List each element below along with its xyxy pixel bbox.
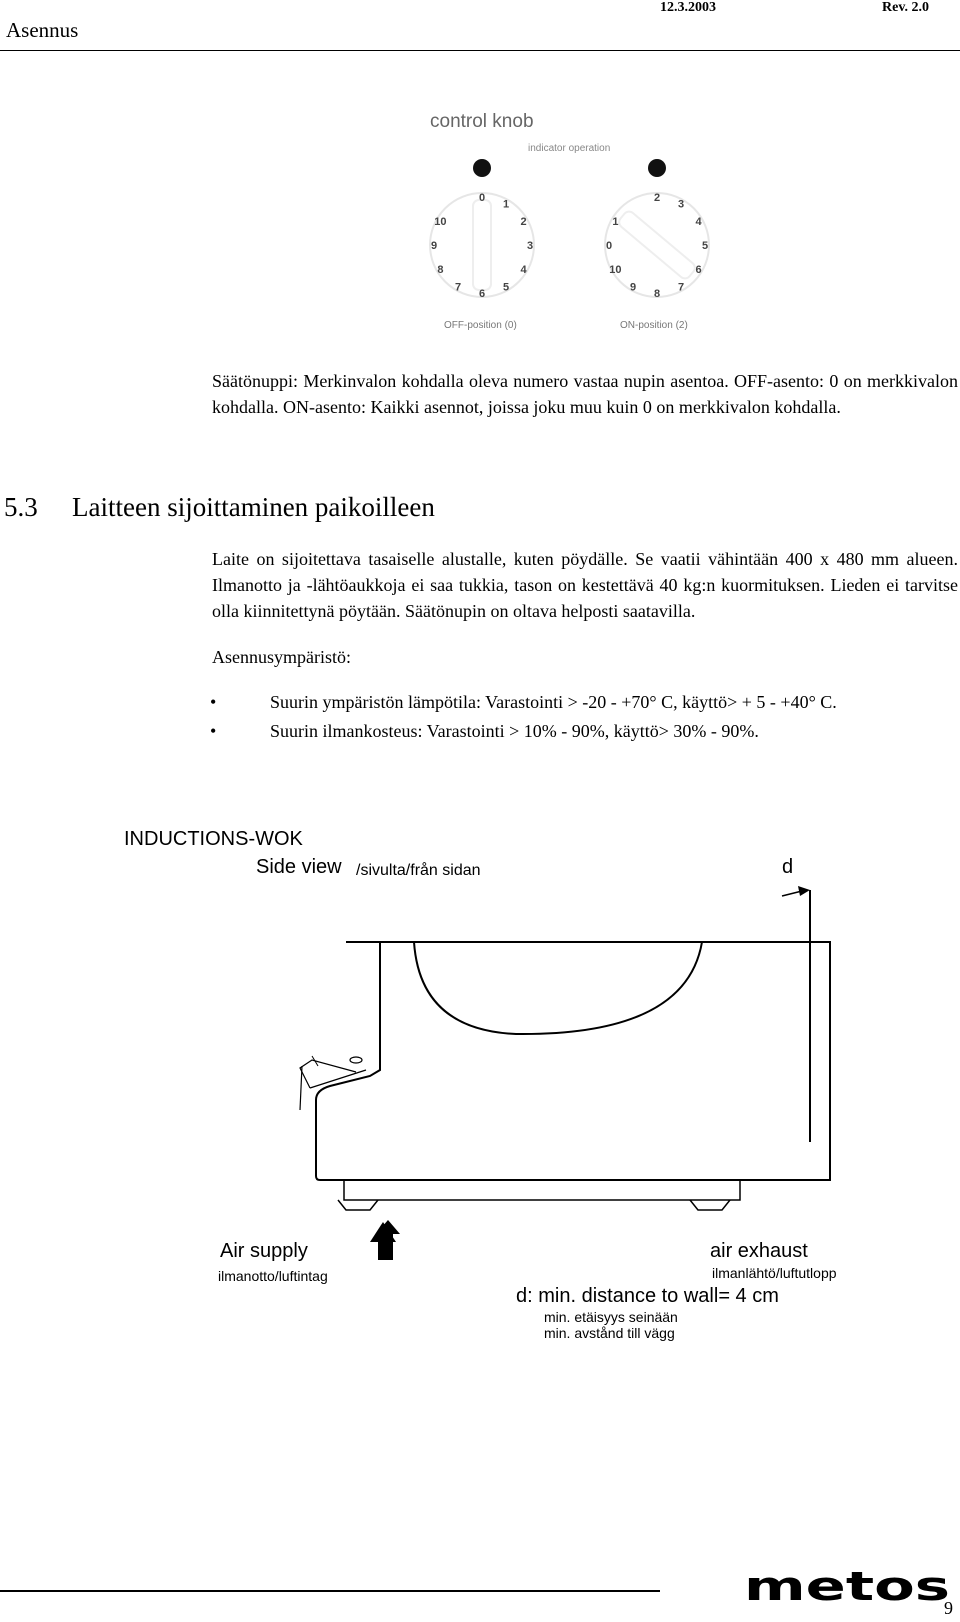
wok-side-view-drawing bbox=[290, 880, 850, 1260]
header-rule bbox=[0, 50, 960, 51]
knob-dial-right bbox=[605, 193, 709, 297]
dial-number: 1 bbox=[612, 216, 619, 228]
dial-number: 5 bbox=[701, 240, 709, 252]
dial-number: 3 bbox=[526, 240, 534, 252]
bullet-temperature: Suurin ympäristön lämpötila: Varastointi > -20 - +70° C, käyttö> + 5 - +40° C. bbox=[270, 692, 837, 712]
side-view-sublabel: /sivulta/från sidan bbox=[356, 862, 481, 879]
section-number: 5.3 bbox=[4, 492, 38, 522]
bullet-item bbox=[210, 692, 837, 713]
dial-number: 6 bbox=[478, 288, 486, 300]
indicator-label: indicator operation bbox=[528, 143, 611, 154]
air-supply-label: Air supply bbox=[220, 1240, 308, 1262]
dial-number: 10 bbox=[609, 264, 622, 276]
dial-number: 9 bbox=[430, 240, 438, 252]
metos-logo bbox=[744, 1572, 956, 1611]
dial-number: 2 bbox=[520, 216, 527, 228]
knob-figure-title: control knob bbox=[430, 111, 534, 132]
wok-housing-outline bbox=[316, 942, 830, 1180]
wok-base bbox=[316, 1180, 740, 1200]
air-exhaust-sublabel: ilmanlähtö/luftutlopp bbox=[712, 1265, 837, 1281]
wok-side-view-diagram bbox=[290, 880, 850, 1260]
bullet-symbol: • bbox=[210, 692, 217, 712]
indicator-light-right bbox=[648, 159, 666, 177]
control-knob-figure bbox=[420, 100, 740, 350]
air-supply-arrow-icon bbox=[376, 1220, 400, 1260]
distance-arrowhead bbox=[798, 886, 810, 896]
dial-number: 10 bbox=[434, 216, 447, 228]
panel-edge bbox=[300, 1066, 302, 1110]
front-foot bbox=[338, 1200, 378, 1210]
control-knob-illustration bbox=[420, 100, 740, 350]
dial-number: 8 bbox=[653, 288, 661, 300]
knob-grip-right bbox=[617, 209, 698, 281]
dial-number: 9 bbox=[629, 281, 637, 294]
dial-number: 2 bbox=[653, 192, 661, 204]
knob-grip-left bbox=[473, 200, 491, 290]
on-position-caption: ON-position (2) bbox=[620, 320, 688, 331]
off-position-caption: OFF-position (0) bbox=[444, 320, 517, 331]
dial-number: 8 bbox=[437, 264, 444, 276]
air-exhaust-label: air exhaust bbox=[710, 1240, 808, 1262]
bullet-humidity: Suurin ilmankosteus: Varastointi > 10% - 90%, käyttö> 30% - 90%. bbox=[270, 721, 759, 741]
document-revision: Rev. 2.0 bbox=[882, 0, 930, 15]
indicator-light-left bbox=[473, 159, 491, 177]
wok-figure-title: INDUCTIONS-WOK bbox=[124, 828, 303, 850]
svg-text:metos: metos bbox=[744, 1572, 950, 1606]
rear-foot bbox=[690, 1200, 730, 1210]
environment-label: Asennusympäristö: bbox=[212, 647, 351, 667]
knob-dial-left bbox=[430, 193, 534, 297]
dial-number: 6 bbox=[695, 264, 702, 276]
bullet-item bbox=[210, 721, 759, 742]
dial-number: 5 bbox=[502, 281, 510, 294]
section-title: Laitteen sijoittaminen paikoilleen bbox=[72, 492, 435, 522]
footer-rule bbox=[0, 1590, 660, 1592]
placement-paragraph: Laite on sijoitettava tasaiselle alustalle, kuten pöydälle. Se vaatii vähintään 400 x 480 mm alueen. Ilmanotto ja -lähtöaukkoja ei saa tukkia, tason on kestettävä 40 kg:n kuormituksen. Lieden ei tarvitse olla kiinnitettynä pöytään. Säätönupin on oltava helposti saatavilla. bbox=[212, 549, 958, 621]
min-distance-sv: min. avstånd till vägg bbox=[544, 1325, 675, 1341]
side-view-label: Side view bbox=[256, 856, 342, 878]
wok-bowl bbox=[414, 942, 702, 1034]
dial-number: 3 bbox=[677, 198, 685, 211]
dial-number: 0 bbox=[478, 192, 486, 204]
distance-d-label: d bbox=[782, 856, 794, 878]
section-heading bbox=[4, 492, 435, 523]
air-supply-arrow bbox=[376, 1220, 400, 1260]
document-section-title: Asennus bbox=[6, 18, 79, 42]
dial-number: 0 bbox=[605, 240, 613, 252]
dial-number: 1 bbox=[502, 198, 510, 211]
document-date: 12.3.2003 bbox=[660, 0, 716, 15]
metos-logo-mark bbox=[744, 1572, 956, 1606]
min-distance-fi: min. etäisyys seinään bbox=[544, 1309, 678, 1325]
control-panel bbox=[300, 1060, 366, 1088]
min-distance-label: d: min. distance to wall= 4 cm bbox=[516, 1285, 779, 1307]
dial-number: 4 bbox=[520, 264, 527, 276]
dial-number: 7 bbox=[677, 281, 685, 294]
knob-description: Säätönuppi: Merkinvalon kohdalla oleva numero vastaa nupin asentoa. OFF-asento: 0 on merkkivalon kohdalla. ON-asento: Kaikki asennot, joissa joku muu kuin 0 on merkkivalon kohdalla. bbox=[212, 371, 958, 417]
dial-number: 7 bbox=[454, 281, 462, 294]
dial-number: 4 bbox=[695, 216, 702, 228]
bullet-symbol: • bbox=[210, 721, 217, 741]
air-supply-sublabel: ilmanotto/luftintag bbox=[218, 1268, 328, 1284]
control-knob-icon bbox=[350, 1057, 362, 1063]
page-number: 9 bbox=[944, 1598, 953, 1618]
